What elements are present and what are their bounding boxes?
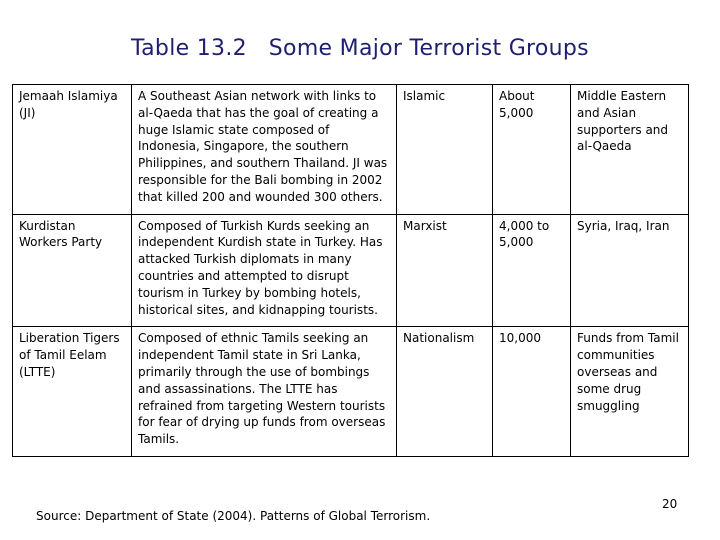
group-support-cell: Syria, Iraq, Iran [571,214,689,327]
group-size-cell: 10,000 [493,327,571,457]
group-ideology-cell: Nationalism [397,327,493,457]
page-number: 20 [662,497,678,511]
group-description-cell: Composed of Turkish Kurds seeking an independent Kurdish state in Turkey. Has attacked Turkish diplomats in many countries and attempted to disrupt tourism in Turkey by bombing hotels, historical sites, and kidnapping tourists. [132,214,397,327]
group-size-cell: 4,000 to 5,000 [493,214,571,327]
group-name-cell: Liberation Tigers of Tamil Eelam (LTTE) [13,327,132,457]
group-description-cell: Composed of ethnic Tamils seeking an independent Tamil state in Sri Lanka, primarily through the use of bombings and assassinations. The LTTE has refrained from targeting Western tourists for fear of drying up funds from overseas Tamils. [132,327,397,457]
source-citation: Source: Department of State (2004). Patterns of Global Terrorism. [36,509,431,523]
table-row [13,85,689,215]
group-name-cell: Jemaah Islamiya (JI) [13,85,132,215]
group-support-cell: Funds from Tamil communities overseas and some drug smuggling [571,327,689,457]
group-ideology-cell: Islamic [397,85,493,215]
group-name-cell: Kurdistan Workers Party [13,214,132,327]
table-row [13,214,689,327]
table-row [13,327,689,457]
slide-title: Table 13.2 Some Major Terrorist Groups [131,36,589,61]
group-support-cell: Middle Eastern and Asian supporters and al-Qaeda [571,85,689,215]
terrorist-groups-table [12,84,689,457]
group-description-cell: A Southeast Asian network with links to al-Qaeda that has the goal of creating a huge Islamic state composed of Indonesia, Singapore, the southern Philippines, and southern Thailand. JI was responsible for the Bali bombing in 2002 that killed 200 and wounded 300 others. [132,85,397,215]
group-size-cell: About 5,000 [493,85,571,215]
group-ideology-cell: Marxist [397,214,493,327]
